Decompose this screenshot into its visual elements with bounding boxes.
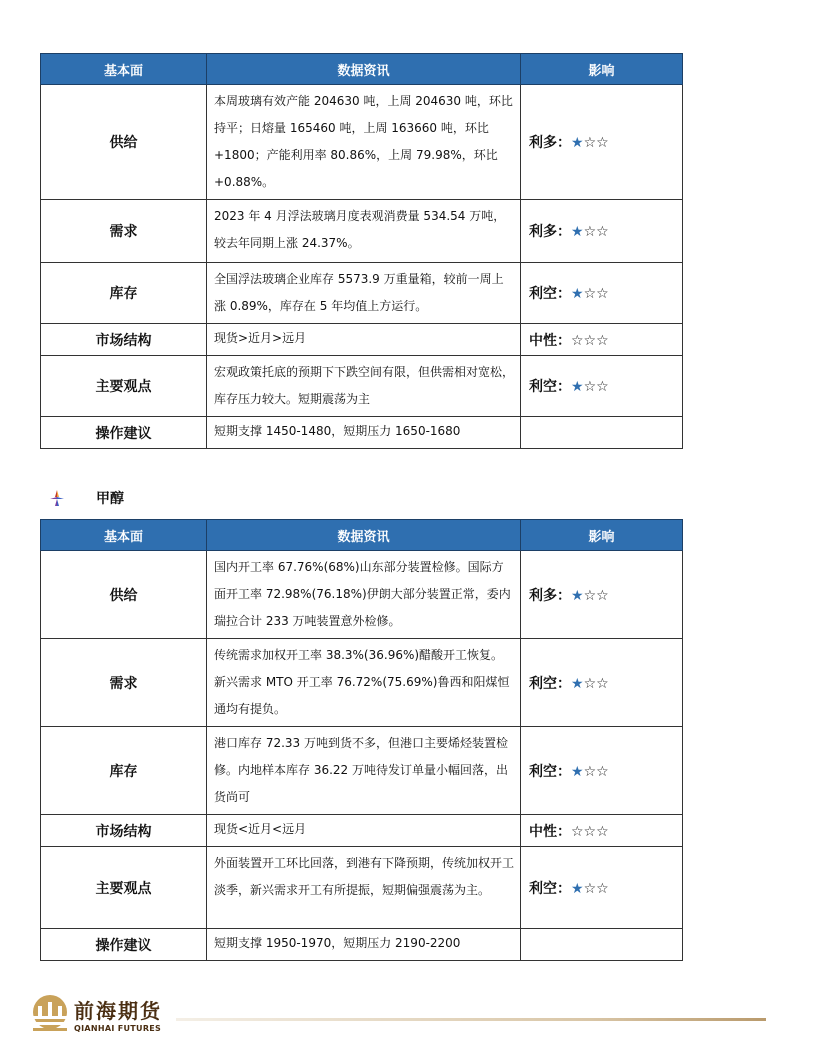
brand-name-en: QIANHAI FUTURES (74, 1024, 162, 1033)
header-fundamentals: 基本面 (41, 520, 207, 551)
star-filled-icon: ★ (571, 379, 584, 395)
row-label: 操作建议 (41, 417, 207, 449)
star-empty-icon: ☆☆ (583, 224, 609, 240)
star-filled-icon: ★ (571, 587, 584, 604)
impact-label: 中性： (529, 332, 571, 349)
row-impact (521, 727, 683, 815)
row-info: 2023 年 4 月浮法玻璃月度表观消费量 534.54 万吨，较去年同期上涨 24.37%。 (207, 200, 521, 263)
row-info: 本周玻璃有效产能 204630 吨，上周 204630 吨，环比持平；日熔量 165460 吨，上周 163660 吨，环比+1800；产能利用率 80.86%，上周 79.98%，环比+0.88%。 (207, 85, 521, 200)
row-label: 主要观点 (41, 847, 207, 929)
row-impact (521, 551, 683, 639)
row-impact (521, 356, 683, 417)
star-filled-icon: ★ (571, 286, 584, 302)
row-info: 短期支撑 1950-1970，短期压力 2190-2200 (207, 929, 521, 961)
section-title-methanol (48, 488, 124, 508)
row-info: 外面装置开工环比回落，到港有下降预期，传统加权开工淡季，新兴需求开工有所提振，短期偏强震荡为主。 (207, 847, 521, 929)
star-filled-icon: ★ (571, 135, 584, 151)
row-info: 现货<近月<远月 (207, 815, 521, 847)
row-impact (521, 847, 683, 929)
impact-label: 利空： (529, 763, 571, 780)
header-data-info: 数据资讯 (207, 520, 521, 551)
header-data-info: 数据资讯 (207, 54, 521, 85)
header-impact: 影响 (521, 520, 683, 551)
glass-fundamentals-table (40, 53, 683, 449)
row-info: 全国浮法玻璃企业库存 5573.9 万重量箱，较前一周上涨 0.89%，库存在 5 年均值上方运行。 (207, 263, 521, 324)
row-label: 需求 (41, 639, 207, 727)
row-info: 国内开工率 67.76%(68%)山东部分装置检修。国际方面开工率 72.98%(76.18%)伊朗大部分装置正常，委内瑞拉合计 233 万吨装置意外检修。 (207, 551, 521, 639)
star-empty-icon: ☆☆ (583, 880, 609, 897)
row-label: 库存 (41, 263, 207, 324)
star-empty-icon: ☆☆ (583, 763, 609, 780)
footer-divider (176, 1018, 766, 1021)
row-label: 供给 (41, 85, 207, 200)
row-impact (521, 417, 683, 449)
star-empty-icon: ☆☆☆ (571, 823, 609, 840)
section-title-text: 甲醇 (96, 491, 124, 507)
row-label: 操作建议 (41, 929, 207, 961)
header-impact: 影响 (521, 54, 683, 85)
row-info: 宏观政策托底的预期下下跌空间有限，但供需相对宽松，库存压力较大。短期震荡为主 (207, 356, 521, 417)
star-empty-icon: ☆☆ (583, 675, 609, 692)
row-label: 供给 (41, 551, 207, 639)
table-row-supply (41, 85, 683, 200)
impact-label: 利多： (529, 135, 571, 151)
row-label: 市场结构 (41, 815, 207, 847)
row-label: 需求 (41, 200, 207, 263)
row-impact (521, 324, 683, 356)
table-row-inventory (41, 263, 683, 324)
table-row-market-structure (41, 324, 683, 356)
methanol-fundamentals-table (40, 519, 683, 961)
row-info: 港口库存 72.33 万吨到货不多，但港口主要烯烃装置检修。内地样本库存 36.22 万吨待发订单量小幅回落，出货尚可 (207, 727, 521, 815)
qianhai-logo-icon (30, 994, 70, 1034)
table-row-main-view (41, 847, 683, 929)
row-info: 短期支撑 1450-1480，短期压力 1650-1680 (207, 417, 521, 449)
table-row-demand (41, 639, 683, 727)
brand-name-cn: 前海期货 (74, 999, 162, 1023)
star-empty-icon: ☆☆ (583, 286, 609, 302)
star-filled-icon: ★ (571, 224, 584, 240)
table-row-operation-advice (41, 417, 683, 449)
diamond-bullet-icon (48, 489, 66, 507)
impact-label: 利多： (529, 224, 571, 240)
impact-label: 利空： (529, 379, 571, 395)
table-header-row (41, 520, 683, 551)
star-empty-icon: ☆☆ (583, 135, 609, 151)
impact-label: 利空： (529, 286, 571, 302)
row-impact (521, 639, 683, 727)
row-impact (521, 263, 683, 324)
star-filled-icon: ★ (571, 880, 584, 897)
row-label: 主要观点 (41, 356, 207, 417)
table-row-main-view (41, 356, 683, 417)
row-label: 市场结构 (41, 324, 207, 356)
table-row-inventory (41, 727, 683, 815)
row-info: 传统需求加权开工率 38.3%(36.96%)醋酸开工恢复。新兴需求 MTO 开工率 76.72%(75.69%)鲁西和阳煤恒通均有提负。 (207, 639, 521, 727)
table-row-demand (41, 200, 683, 263)
row-impact (521, 929, 683, 961)
row-impact (521, 815, 683, 847)
star-empty-icon: ☆☆ (583, 587, 609, 604)
star-filled-icon: ★ (571, 763, 584, 780)
impact-label: 利多： (529, 587, 571, 604)
star-empty-icon: ☆☆ (583, 379, 609, 395)
table-row-operation-advice (41, 929, 683, 961)
table-row-market-structure (41, 815, 683, 847)
star-filled-icon: ★ (571, 675, 584, 692)
impact-label: 中性： (529, 823, 571, 840)
impact-label: 利空： (529, 880, 571, 897)
row-label: 库存 (41, 727, 207, 815)
star-empty-icon: ☆☆☆ (571, 332, 609, 349)
row-impact (521, 200, 683, 263)
row-info: 现货>近月>远月 (207, 324, 521, 356)
table-header-row (41, 54, 683, 85)
header-fundamentals: 基本面 (41, 54, 207, 85)
page-footer (30, 992, 766, 1036)
row-impact (521, 85, 683, 200)
impact-label: 利空： (529, 675, 571, 692)
brand-logo-text (74, 995, 162, 1033)
table-row-supply (41, 551, 683, 639)
